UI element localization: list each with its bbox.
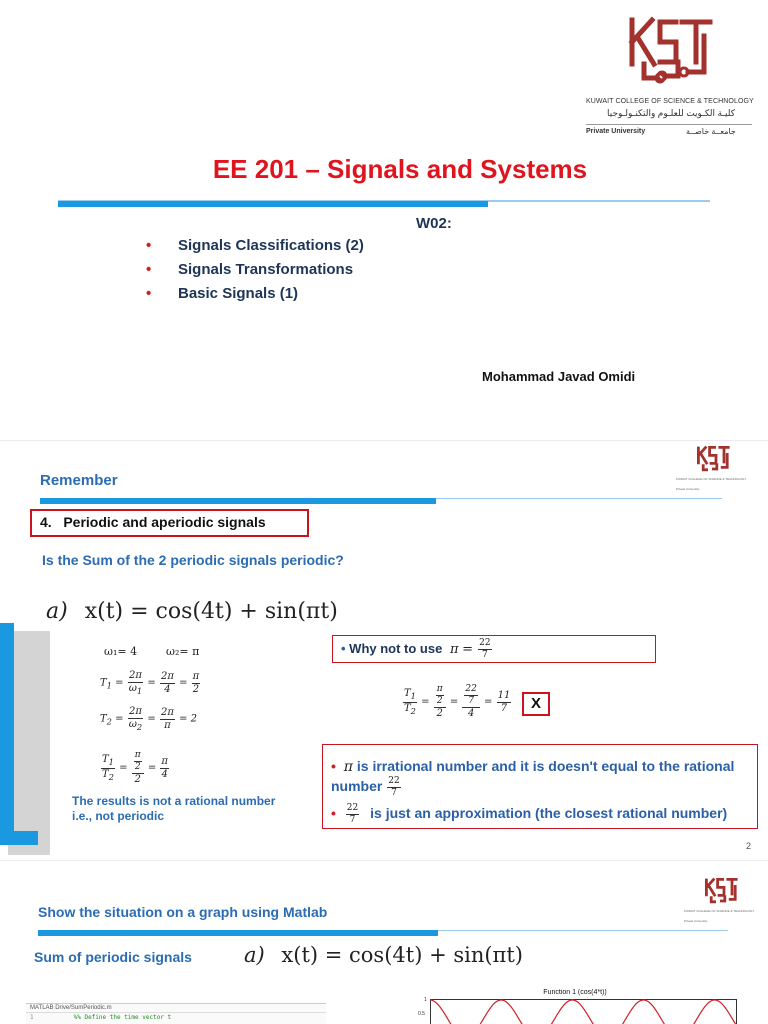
small-logo-text: KUWAIT COLLEGE OF SCIENCE & TECHNOLOGY [684, 909, 755, 913]
heading-underline-accent [40, 498, 436, 504]
ratio-approx-formula: $\frac{T_1}{T_2}$ = $\frac{\frac{\pi}{2}}{2}$ = $\frac{\frac{22}{7}}{4}$ = $\frac{11}{7}$ [404, 684, 511, 719]
slide-title: EE 201 – Signals and Systems [212, 154, 588, 184]
series-line-cos4t [430, 1000, 736, 1024]
kcst-logo [586, 12, 756, 142]
small-logo-text: KUWAIT COLLEGE OF SCIENCE & TECHNOLOGY [676, 477, 747, 481]
slide-1 [0, 0, 768, 440]
matlab-editor [26, 1003, 326, 1024]
approx-bullet: • $\frac{22}{7}$ is just an approximation (the closest rational number) [331, 803, 728, 825]
slide-2 [0, 441, 768, 859]
editor-line[interactable] [26, 1013, 326, 1022]
y-tick-label: 0.5 [418, 1011, 425, 1017]
result-line-2: i.e., not periodic [72, 809, 165, 823]
logo-name-en: KUWAIT COLLEGE OF SCIENCE & TECHNOLOGY [586, 98, 754, 105]
topic-label: Signals Classifications (2) [178, 237, 364, 254]
why-not-box: • Why not to use π = $\frac{22}{7}$ [332, 635, 656, 663]
logo-name-ar: كليـة الكـويت للعلـوم والتكنـولـوجيا [606, 108, 735, 118]
line-number: 1 [30, 1014, 34, 1021]
irrational-box [322, 744, 758, 829]
side-accent-horizontal [0, 831, 38, 845]
week-label: W02: [416, 215, 452, 232]
question-text: Is the Sum of the 2 periodic signals periodic? [42, 552, 344, 568]
topic-list [146, 237, 364, 309]
irrational-text: is irrational number and it is doesn't equal to the rational number [331, 758, 735, 795]
editor-path: MATLAB Drive/SumPeriodic.m [26, 1004, 326, 1013]
t2-formula: $T_2$ = $\frac{2\pi}{\omega_2}$ = $\frac{2\pi}{\pi}$ = 2 [100, 706, 197, 732]
small-logo-private: Private University [684, 919, 708, 923]
kcst-logo-mark-icon [626, 12, 716, 90]
matlab-heading: Show the situation on a graph using Matlab [38, 904, 328, 920]
page-number: 2 [746, 841, 752, 851]
x-mark-box: X [522, 692, 550, 716]
small-logo [684, 875, 755, 927]
approx-fraction: $\frac{22}{7}$ [479, 638, 491, 660]
plot-area [410, 989, 740, 1024]
slide-3 [0, 861, 768, 1024]
kcst-logo-mark-icon [696, 443, 732, 475]
topic-label: Signals Transformations [178, 261, 354, 278]
small-logo [676, 443, 747, 495]
ratio-formula: $\frac{T_1}{T_2}$ = $\frac{\frac{\pi}{2}}{2}$ = $\frac{\pi}{4}$ [102, 750, 168, 785]
small-logo-private: Private University [676, 487, 700, 491]
plot-title: Function 1 (cos(4*t)) [543, 989, 607, 996]
heading-underline-accent [38, 930, 438, 936]
topic-item: • Signals Transformations [146, 261, 354, 278]
topic-item: • Basic Signals (1) [146, 285, 299, 302]
approx-text: is just an approximation (the closest rational number) [370, 805, 728, 822]
omega-1: ω₁= 4 [104, 645, 138, 658]
plot-svg [430, 999, 738, 1024]
sum-subheading: Sum of periodic signals [34, 949, 192, 965]
irrational-bullet: • π is irrational number and it is doesn't equal to the rational number $\frac{22}{7}$ [331, 758, 735, 798]
remember-heading: Remember [40, 472, 118, 489]
equation-text: x(t) = cos(4t) + sin(πt) [281, 943, 523, 967]
kcst-logo-mark-icon [704, 875, 740, 907]
topic-label: Basic Signals (1) [178, 285, 299, 302]
author-name: Mohammad Javad Omidi [482, 369, 636, 384]
y-tick-label: 1 [424, 997, 427, 1003]
equation-a [46, 599, 338, 624]
side-accent-vertical [0, 623, 14, 835]
title-underline-accent [58, 201, 488, 207]
omega-2: ω₂= π [166, 645, 200, 658]
why-not-text: Why not to use [349, 640, 443, 656]
logo-divider [586, 124, 752, 125]
logo-private-ar: جامعــة خاصــة [686, 127, 736, 136]
code-text: %% Define the time vector t [73, 1014, 172, 1021]
t1-formula: $T_1$ = $\frac{2\pi}{\omega_1}$ = $\frac{2\pi}{4}$ = $\frac{\pi}{2}$ [100, 670, 200, 696]
equation-text: x(t) = cos(4t) + sin(πt) [84, 599, 338, 624]
equation-label: a) [46, 599, 68, 624]
result-line-1: The results is not a rational number [72, 794, 276, 808]
equation-a [244, 943, 523, 967]
section-box: 4. Periodic and aperiodic signals [30, 509, 309, 537]
side-shadow [8, 631, 50, 855]
equation-label: a) [244, 943, 265, 967]
topic-item: • Signals Classifications (2) [146, 237, 364, 254]
pi-symbol: π [449, 641, 459, 657]
logo-private-en: Private University [586, 128, 646, 135]
